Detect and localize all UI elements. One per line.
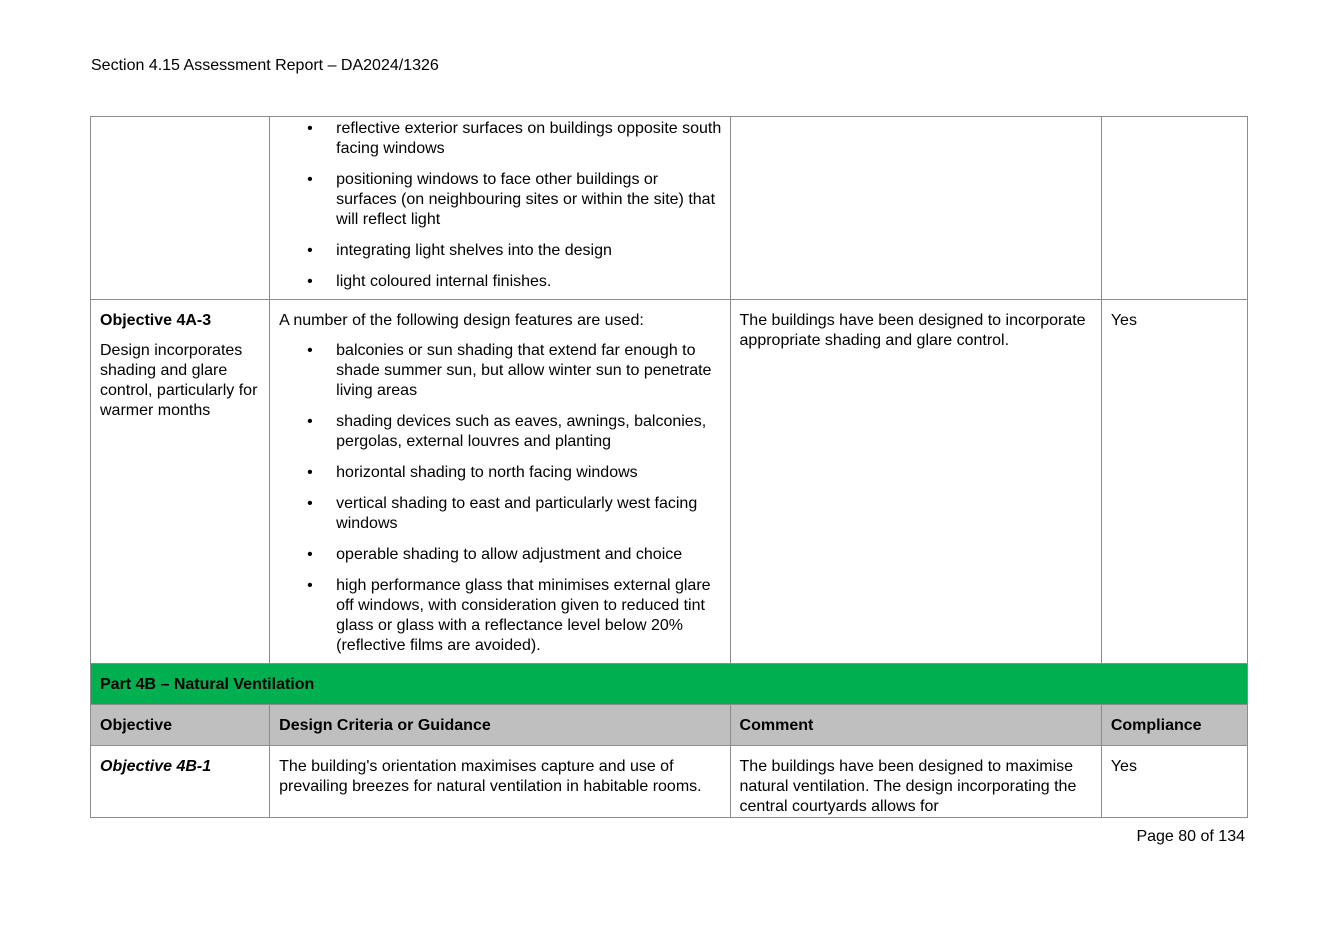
criteria-intro: A number of the following design features are used: — [279, 312, 644, 329]
criteria-bullet-list — [279, 119, 721, 292]
list-item: • positioning windows to face other buildings or surfaces (on neighbouring sites or within the site) that will reflect light — [336, 170, 721, 230]
column-header-objective: Objective — [91, 705, 270, 746]
criteria-cell — [270, 300, 730, 664]
page-header: Section 4.15 Assessment Report – DA2024/1326 — [91, 57, 439, 74]
comment-cell: The buildings have been designed to incorporate appropriate shading and glare control. — [730, 300, 1101, 664]
table-row — [91, 300, 1248, 664]
objective-title: Objective 4A-3 — [100, 312, 212, 329]
column-header-compliance: Compliance — [1101, 705, 1247, 746]
column-header-row — [91, 705, 1248, 746]
compliance-cell: Yes — [1101, 300, 1247, 664]
compliance-cell — [1101, 117, 1247, 300]
objective-cell — [91, 117, 270, 300]
list-item: • integrating light shelves into the design — [336, 241, 721, 261]
table-row — [91, 746, 1248, 818]
section-title: Part 4B – Natural Ventilation — [91, 664, 1248, 705]
list-item: • reflective exterior surfaces on buildings opposite south facing windows — [336, 119, 721, 159]
comment-cell: The buildings have been designed to maximise natural ventilation. The design incorporating the central courtyards allows for — [730, 746, 1101, 818]
page-number: Page 80 of 134 — [1136, 828, 1245, 845]
objective-cell — [91, 300, 270, 664]
table-row — [91, 117, 1248, 300]
column-header-criteria: Design Criteria or Guidance — [270, 705, 730, 746]
list-item: • operable shading to allow adjustment and choice — [336, 545, 721, 565]
assessment-table — [90, 116, 1248, 818]
criteria-cell: The building's orientation maximises capture and use of prevailing breezes for natural ventilation in habitable rooms. — [270, 746, 730, 818]
list-item: • shading devices such as eaves, awnings, balconies, pergolas, external louvres and planting — [336, 412, 721, 452]
criteria-bullet-list — [279, 341, 721, 656]
comment-cell — [730, 117, 1101, 300]
list-item: • horizontal shading to north facing windows — [336, 463, 721, 483]
criteria-cell — [270, 117, 730, 300]
list-item: • balconies or sun shading that extend far enough to shade summer sun, but allow winter sun to penetrate living areas — [336, 341, 721, 401]
section-header-row — [91, 664, 1248, 705]
list-item: • light coloured internal finishes. — [336, 272, 721, 292]
objective-description: Design incorporates shading and glare control, particularly for warmer months — [100, 342, 258, 419]
list-item: • high performance glass that minimises external glare off windows, with consideration given to reduced tint glass or glass with a reflectance level below 20% (reflective films are avoided). — [336, 576, 721, 656]
objective-cell — [91, 746, 270, 818]
compliance-cell: Yes — [1101, 746, 1247, 818]
list-item: • vertical shading to east and particularly west facing windows — [336, 494, 721, 534]
objective-title: Objective 4B-1 — [100, 758, 212, 775]
column-header-comment: Comment — [730, 705, 1101, 746]
